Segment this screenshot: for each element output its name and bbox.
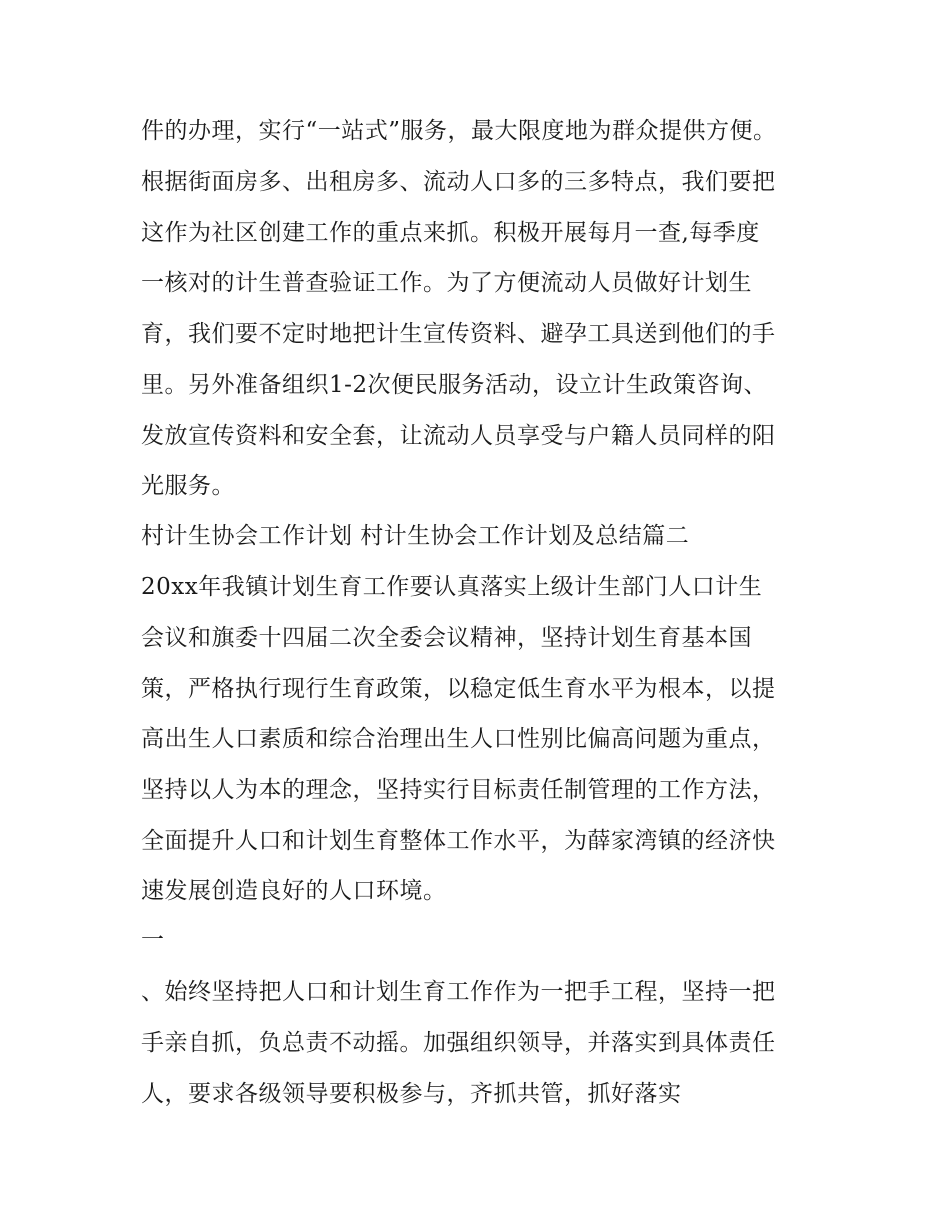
text-line: 、始终坚持把人口和计划生育工作作为一把手工程，坚持一把: [141, 979, 776, 1005]
section-heading: 村计生协会工作计划 村计生协会工作计划及总结篇二: [141, 523, 690, 549]
text-line: 手亲自抓，负总责不动摇。加强组织领导，并落实到具体责任: [141, 1030, 776, 1056]
text-line: 发放宣传资料和安全套，让流动人员享受与户籍人员同样的阳: [141, 423, 776, 449]
text-line: 速发展创造良好的人口环境。: [141, 878, 447, 904]
text-line: 全面提升人口和计划生育整体工作水平，为薛家湾镇的经济快: [141, 828, 776, 854]
text-line: 策，严格执行现行生育政策，以稳定低生育水平为根本，以提: [141, 676, 776, 702]
text-line: 根据街面房多、出租房多、流动人口多的三多特点，我们要把: [141, 169, 776, 195]
text-line: 这作为社区创建工作的重点来抓。积极开展每月一查,每季度: [141, 220, 760, 246]
text-line: 件的办理，实行“一站式”服务，最大限度地为群众提供方便。: [141, 118, 777, 144]
list-marker: 一: [141, 927, 165, 953]
text-line: 人，要求各级领导要积极参与，齐抓共管，抓好落实: [141, 1081, 682, 1107]
text-line: 育，我们要不定时地把计生宣传资料、避孕工具送到他们的手: [141, 321, 776, 347]
text-line: 坚持以人为本的理念，坚持实行目标责任制管理的工作方法，: [141, 777, 776, 803]
text-line: 光服务。: [141, 473, 235, 499]
text-line: 一核对的计生普查验证工作。为了方便流动人员做好计划生: [141, 270, 752, 296]
text-line: 20xx年我镇计划生育工作要认真落实上级计生部门人口计生: [141, 574, 763, 600]
text-line: 会议和旗委十四届二次全委会议精神，坚持计划生育基本国: [141, 625, 752, 651]
text-line: 高出生人口素质和综合治理出生人口性别比偏高问题为重点，: [141, 726, 776, 752]
text-line: 里。另外准备组织1-2次便民服务活动，设立计生政策咨询、: [141, 372, 768, 398]
